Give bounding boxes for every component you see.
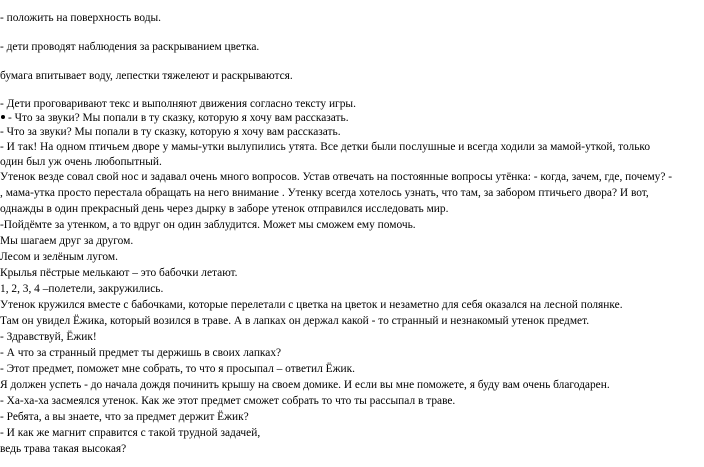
text-line: Крылья пёстрые мелькают – это бабочки летают.: [0, 267, 238, 279]
text-line: - Этот предмет, поможет мне собрать, то что я просыпал – ответил Ёжик.: [0, 363, 355, 375]
text-line: - положить на поверхность воды.: [0, 12, 162, 24]
text-line: Я должен успеть - до начала дождя починить крышу на своем домике. И если вы мне поможете, я буду вам очень благодарен.: [0, 379, 610, 391]
text-line: - Что за звуки? Мы попали в ту сказку, которую я хочу вам рассказать.: [8, 112, 349, 124]
text-line: 1, 2, 3, 4 –полетели, закружились.: [0, 283, 164, 295]
text-line: - И так! На одном птичьем дворе у мамы-утки вылупились утята. Все детки были послушные и всегда ходили за мамой-уткой, только: [0, 141, 651, 153]
text-line: Утенок кружился вместе с бабочками, которые перелетали с цветка на цветок и незаметно для себя оказался на лесной полянке.: [0, 299, 623, 311]
bullet-icon: [1, 115, 5, 119]
text-line: один был уж очень любопытный.: [0, 156, 162, 168]
text-line: - Что за звуки? Мы попали в ту сказку, которую я хочу вам рассказать.: [0, 126, 341, 138]
text-line: ведь трава такая высокая?: [0, 443, 127, 455]
text-line: однажды в один прекрасный день через дырку в заборе утенок отправился исследовать мир.: [0, 203, 449, 215]
text-line: - Дети проговаривают текс и выполняют движения согласно тексту игры.: [0, 98, 356, 110]
bullet-line: [0, 111, 349, 125]
text-line: - Ребята, а вы знаете, что за предмет держит Ёжик?: [0, 411, 249, 423]
text-line: - дети проводят наблюдения за раскрыванием цветка.: [0, 41, 260, 53]
text-line: Лесом и зелёным лугом.: [0, 251, 118, 263]
text-line: бумага впитывает воду, лепестки тяжелеют и раскрываются.: [0, 70, 293, 82]
text-line: Утенок везде совал свой нос и задавал очень много вопросов. Устав отвечать на постоянные вопросы утёнка: - когда, зачем, где, почему? -: [0, 171, 673, 183]
text-line: - Ха-ха-ха засмеялся утенок. Как же этот предмет сможет собрать то что ты рассыпал в траве.: [0, 395, 456, 407]
text-line: - А что за странный предмет ты держишь в своих лапках?: [0, 347, 282, 359]
text-line: Там он увидел Ёжика, который возился в траве. А в лапках он держал какой - то странный и незнакомый утенок предмет.: [0, 315, 590, 327]
text-line: - И как же магнит справится с такой трудной задачей,: [0, 427, 261, 439]
text-line: - Здравствуй, Ёжик!: [0, 331, 97, 343]
text-line: Мы шагаем друг за другом.: [0, 235, 134, 247]
text-line: , мама-утка просто перестала обращать на него внимание . Утенку всегда хотелось узнать, что там, за забором птичьего двора? И вот,: [0, 187, 649, 199]
text-line: -Пойдёмте за утенком, а то вдруг он один заблудится. Может мы сможем ему помочь.: [0, 219, 416, 231]
